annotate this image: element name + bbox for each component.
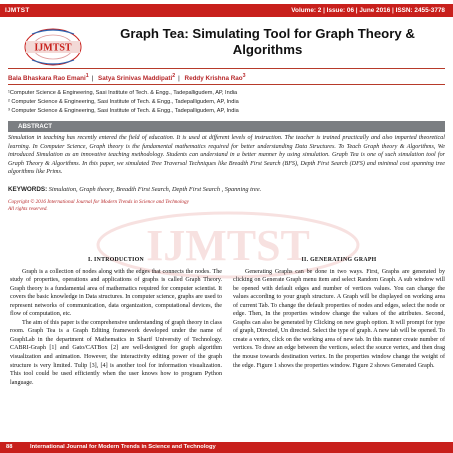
generating-graph-column xyxy=(233,256,445,370)
abstract-heading-bar xyxy=(8,121,445,132)
affiliation: ² Computer Science & Engineering, Sasi Institute of Tech. & Engg., Tadepalligudem, AP, India xyxy=(8,99,239,105)
paragraph: The aim of this paper is the comprehensive understanding of graph theory in class room. Graph Tea is a Graph Editing framework developed under the name of GraphLab in the department of Mathematics in Sharif University of Technology. CABRI-Graph [1] and Gato/CATBox [2] are well-designed for graph algorithm visualization and animation. However, the interactivity editing power of the graph structure is very limited. Tulip [3], [4] is another tool for information visualization. This tool could be used efficiently when the user knows how to program Python language. xyxy=(10,319,222,386)
introduction-column xyxy=(10,256,222,387)
journal-footer-bar xyxy=(0,442,453,453)
affiliation: ³ Computer Science & Engineering, Sasi Institute of Tech. & Engg., Tadepalligudem, AP, India xyxy=(8,108,239,114)
keywords-text: Simulation, Graph theory, Breadth First Search, Depth First Search , Spanning tree. xyxy=(48,186,262,193)
issue-info: Volume: 2 | Issue: 06 | June 2016 | ISSN: 2455-3778 xyxy=(291,7,445,14)
authors-divider xyxy=(8,84,445,85)
footer-journal-name: International Journal for Modern Trends in Science and Technology xyxy=(30,444,216,450)
journal-header-bar xyxy=(0,4,453,17)
svg-text:IJMTST: IJMTST xyxy=(146,221,310,270)
paragraph: Generating Graphs can be done in two ways. First, Graphs are generated by clicking on Generate Graph menu item and select Random Graph. A sub window will be opened with default edges and number of vertices values. You can change the values according to your graph structure. A Graph will be displayed on working area of current Tab. To change the default properties of nodes and edges, select the node or edge. Then, In the properties window change the values of the attributes. Second, Graphs can also be generated by Clicking on new graph option. It will prompt for type of graph, Directed, Un directed. Select the type of graph. A new tab will be opened. To create a vertex, click on the working area of new tab. In this manner create number of vertices. To draw an edge between the vertices, select the source vertex, and then drag the mouse towards destination vertex. In the properties window change the weight of the edge. Figure 1 shows the properties window. Figure 2 shows Generated Graph. xyxy=(233,268,445,369)
page-number: 88 xyxy=(6,444,13,450)
keywords-label: KEYWORDS: xyxy=(8,186,48,193)
section-heading: II. GENERATING GRAPH xyxy=(301,257,377,263)
abstract-text: Simulation in teaching has recently entered the field of education. It is used at different levels of instruction. The teacher is trained practically and also imparted theoretical learning. In Computer Science, Graph theory is the fundamental mathematics required for better understanding Data Structures. To Teach Graph theory & Algorithms, We introduced Simulation as an innovative teaching methodology. Students can understand in a better manner by using simulation. Graph Tea is one of such simulation tool for Graph Theory & Algorithms. In this paper, we simulated Tree Traversal Techniques like Breadth First Search (BFS), Depth First Search (DFS) and minimal cost spanning tree algorithms like Prims. xyxy=(8,135,445,176)
author-name: Bala Bhaskara Rao Emani xyxy=(8,75,86,83)
journal-abbr: IJMTST xyxy=(5,7,30,14)
keywords xyxy=(8,186,445,193)
author-sup: 1 xyxy=(85,73,89,79)
copyright-line: Copyright © 2016 International Journal for Modern Trends in Science and Technology xyxy=(8,199,189,205)
author-name: Reddy Krishna Rao xyxy=(184,75,243,83)
paper-title: Graph Tea: Simulating Tool for Graph Theory & Algorithms xyxy=(120,26,415,57)
title-divider xyxy=(8,68,445,69)
abstract-heading: ABSTRACT xyxy=(18,123,53,130)
author-name: Satya Srinivas Maddipati xyxy=(98,75,173,83)
affiliation: ¹Computer Science & Engineering, Sasi Institute of Tech. & Engg., Tadepalligudem, AP, India xyxy=(8,90,238,96)
author-sup: 3 xyxy=(242,73,246,79)
copyright-line: All rights reserved. xyxy=(8,205,48,212)
svg-text:IJMTST: IJMTST xyxy=(34,42,72,54)
ijmtst-logo xyxy=(18,26,88,68)
author-sup: 2 xyxy=(172,73,176,79)
author-list: Bala Bhaskara Rao Emani$^1$ | Satya Srinivas Maddipati$^2$ | Reddy Krishna Rao$^3$ xyxy=(8,73,246,83)
section-heading: I. INTRODUCTION xyxy=(87,257,145,263)
paragraph: Graph is a collection of nodes along with the edges that connects the nodes. The study of properties, operations and applications of graphs is called Graph Theory. Graph theory is a fundamental area of mathematics required for computer scientist. It covers the basic knowledge in Data structures. In computer science, graphs are used to represent networks of communication, data organization, computational devices, the flow of computation, etc. xyxy=(10,268,222,318)
